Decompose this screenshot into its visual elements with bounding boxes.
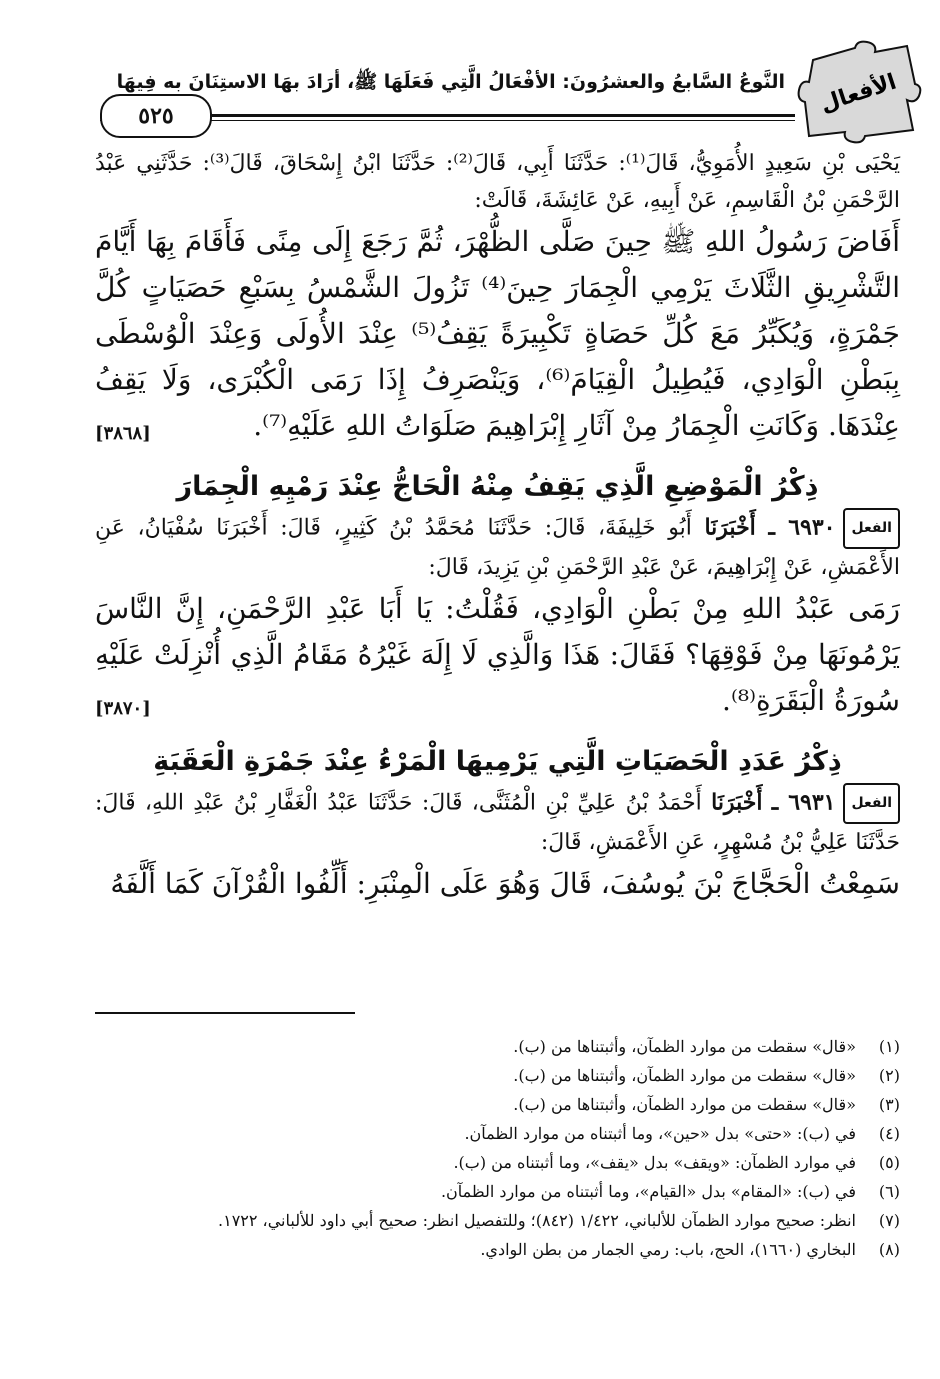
footnote-item: (٨) البخاري (١٦٦٠)، الحج، باب: رمي الجمار من بطن الوادي. [480,1240,900,1259]
section-heading: ذِكْرُ عَدَدِ الْحَصَيَاتِ الَّتِي يَرْمِيهَا الْمَرْءُ عِنْدَ جَمْرَةِ الْعَقَبَةِ [153,746,842,777]
footnote-item: (٣) «قال» سقطت من موارد الظمآن، وأثبتناها من (ب). [513,1095,900,1114]
category-badge: الفعل [843,508,900,549]
footnote-item: (١) «قال» سقطت من موارد الظمآن، وأثبتناها من (ب). [513,1037,900,1056]
isnad-paragraph: يَحْيَى بْنِ سَعِيدٍ الأُمَوِيُّ، قَالَ⁽¹⁾: حَدَّثَنَا أَبِي، قَالَ⁽²⁾: حَدَّثَنَا ابْنُ إِسْحَاقَ، قَالَ⁽³⁾: حَدَّثَنِي عَبْدُ الرَّحْمَنِ بْنُ الْقَاسِمِ، عَنْ أَبِيهِ، عَنْ عَائِشَةَ، قَالَتْ: [95,151,900,213]
puzzle-piece-icon [795,40,920,140]
hadith-matn: سَمِعْتُ الْحَجَّاجَ بْنَ يُوسُفَ، قَالَ وَهُوَ عَلَى الْمِنْبَرِ: أَلِّفُوا الْقُرْآنَ كَمَا أَلَّفَهُ [110,867,900,900]
section-heading: ذِكْرُ الْمَوْضِعِ الَّذِي يَقِفُ مِنْهُ الْحَاجُّ عِنْدَ رَمْيِهِ الْجِمَارَ [176,471,819,502]
hadith-text [95,586,900,724]
isnad-text: أَبُو خَلِيفَةَ، قَالَ: حَدَّثَنَا مُحَمَّدُ بْنُ كَثِيرٍ، قَالَ: أَخْبَرَنَا سُفْيَانُ، عَنِ الأَعْمَشِ، عَنْ إِبْرَاهِيمَ، عَنْ عَبْدِ الرَّحْمَنِ بْنِ يَزِيدَ، قَالَ: [95,515,900,580]
puzzle-label: الأفعال [817,69,900,118]
footnote-item: (٧) انظر: صحيح موارد الظمآن للألباني، ١/٤٢٢ (٨٤٢)؛ وللتفصيل انظر: صحيح أبي داود للألباني، ١٧٢٢. [218,1211,900,1230]
main-text [95,145,900,907]
hadith-matn: رَمَى عَبْدُ اللهِ مِنْ بَطْنِ الْوَادِي، فَقُلْتُ: يَا أَبَا عَبْدِ الرَّحْمَنِ، إِنَّ النَّاسَ يَرْمُونَهَا مِنْ فَوْقِهَا؟ فَقَالَ: هَذَا وَالَّذِي لَا إِلَهَ غَيْرُهُ مَقَامُ الَّذِي أُنْزِلَتْ عَلَيْهِ سُورَةُ الْبَقَرَةِ⁽⁸⁾. [95,592,900,717]
page-number: ٥٢٥ [100,94,212,138]
hadith-text [95,219,900,449]
footnote-item: (٦) في (ب): «المقام» بدل «القيام»، وما أثبتناه من موارد الظمآن. [440,1182,900,1201]
akhbarana-word: أَخْبَرَنَا [704,514,756,541]
hadith-reference: [٣٨٧٠] [95,698,151,719]
akhbarana-word: أَخْبَرَنَا [711,789,763,816]
hadith-number: ٦٩٣١ ـ [771,789,836,816]
footnotes [95,1032,900,1264]
hadith-number: ٦٩٣٠ ـ [768,514,836,541]
footnote-item: (٥) في موارد الظمآن: «ويقف» بدل «يقف»، وما أثبتناه من (ب). [453,1153,900,1172]
footnote-item: (٤) في (ب): «حتى» بدل «حين»، وما أثبتناه من موارد الظمآن. [464,1124,900,1143]
page-header [100,40,920,140]
footnote-rule [95,1012,355,1014]
hadith-isnad [95,783,900,861]
chapter-title: النَّوعُ السَّابعُ والعشرُونَ: الأفْعَالُ الَّتِي فَعَلَهَا ﷺ، أرَادَ بهَا الاستِنَانَ به فِيهَا [116,71,785,93]
hadith-isnad [95,508,900,586]
category-badge: الفعل [843,783,900,824]
isnad-text: أَحْمَدُ بْنُ عَلِيِّ بْنِ الْمُثَنَّى، قَالَ: حَدَّثَنَا عَبْدُ الْغَفَّارِ بْنُ عَبْدِ اللهِ، قَالَ: حَدَّثَنَا عَلِيُّ بْنُ مُسْهِرٍ، عَنِ الأَعْمَشِ، قَالَ: [95,790,900,855]
hadith-matn: أَفَاضَ رَسُولُ اللهِ ﷺ حِينَ صَلَّى الظُّهْرَ، ثُمَّ رَجَعَ إِلَى مِنًى فَأَقَامَ بِهَا أَيَّامَ التَّشْرِيقِ الثَّلَاثَ يَرْمِي الْجِمَارَ حِينَ⁽⁴⁾ تَزُولَ الشَّمْسُ بِسَبْعِ حَصَيَاتٍ كُلَّ جَمْرَةٍ، وَيُكَبِّرُ مَعَ كُلِّ حَصَاةٍ تَكْبِيرَةً يَقِفُ⁽⁵⁾ عِنْدَ الأُولَى وَعِنْدَ الْوُسْطَى بِبَطْنِ الْوَادِي، فَيُطِيلُ الْقِيَامَ⁽⁶⁾، وَيَنْصَرِفُ إِذَا رَمَى الْكُبْرَى، وَلَا يَقِفُ عِنْدَهَا. وَكَانَتِ الْجِمَارُ مِنْ آثَارِ إِبْرَاهِيمَ صَلَوَاتُ اللهِ عَلَيْهِ⁽⁷⁾. [95,225,900,442]
hadith-reference: [٣٨٦٨] [95,423,151,444]
footnote-item: (٢) «قال» سقطت من موارد الظمآن، وأثبتناها من (ب). [513,1066,900,1085]
